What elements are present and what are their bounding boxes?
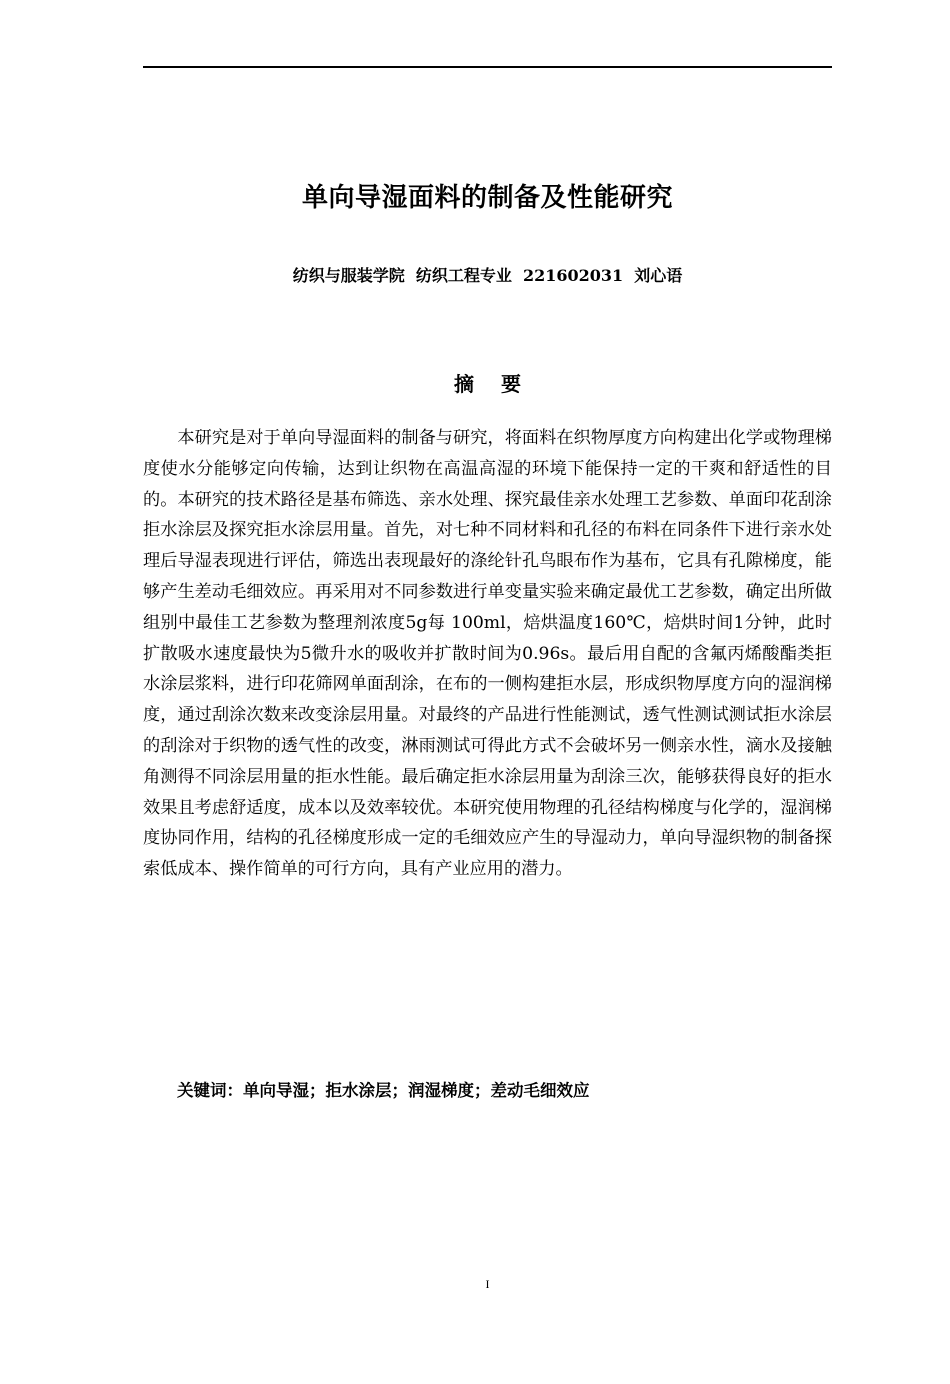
header-rule <box>143 66 832 68</box>
abstract-body: 本研究是对于单向导湿面料的制备与研究，将面料在织物厚度方向构建出化学或物理梯度使水分能够定向传输，达到让织物在高温高湿的环境下能保持一定的干爽和舒适性的目的。本研究的技术路径是基布筛选、亲水处理、探究最佳亲水处理工艺参数、单面印花刮涂拒水涂层及探究拒水涂层用量。首先，对七种不同材料和孔径的布料在同条件下进行亲水处理后导湿表现进行评估，筛选出表现最好的涤纶针孔鸟眼布作为基布，它具有孔隙梯度，能够产生差动毛细效应。再采用对不同参数进行单变量实验来确定最优工艺参数，确定出所做组别中最佳工艺参数为整理剂浓度5g每 100ml，焙烘温度160℃，焙烘时间1分钟，此时扩散吸水速度最快为5微升水的吸收并扩散时间为0.96s。最后用自配的含氟丙烯酸酯类拒水涂层浆料，进行印花筛网单面刮涂，在布的一侧构建拒水层，形成织物厚度方向的湿润梯度，通过刮涂次数来改变涂层用量。对最终的产品进行性能测试，透气性测试测试拒水涂层的刮涂对于织物的透气性的改变，淋雨测试可得此方式不会破坏另一侧亲水性，滴水及接触角测得不同涂层用量的拒水性能。最后确定拒水涂层用量为刮涂三次，能够获得良好的拒水效果且考虑舒适度，成本以及效率较优。本研究使用物理的孔径结构梯度与化学的，湿润梯度协同作用，结构的孔径梯度形成一定的毛细效应产生的导湿动力，单向导湿织物的制备探索低成本、操作简单的可行方向，具有产业应用的潜力。 <box>143 428 832 880</box>
author-line: 纺织与服装学院 纺织工程专业 221602031 刘心语 <box>292 266 683 285</box>
abstract-heading: 摘 要 <box>454 372 531 396</box>
page-number: I <box>485 1277 490 1291</box>
keywords-line: 关键词：单向导湿；拒水涂层；润湿梯度；差动毛细效应 <box>177 1081 590 1100</box>
page-title: 单向导湿面料的制备及性能研究 <box>301 183 673 213</box>
